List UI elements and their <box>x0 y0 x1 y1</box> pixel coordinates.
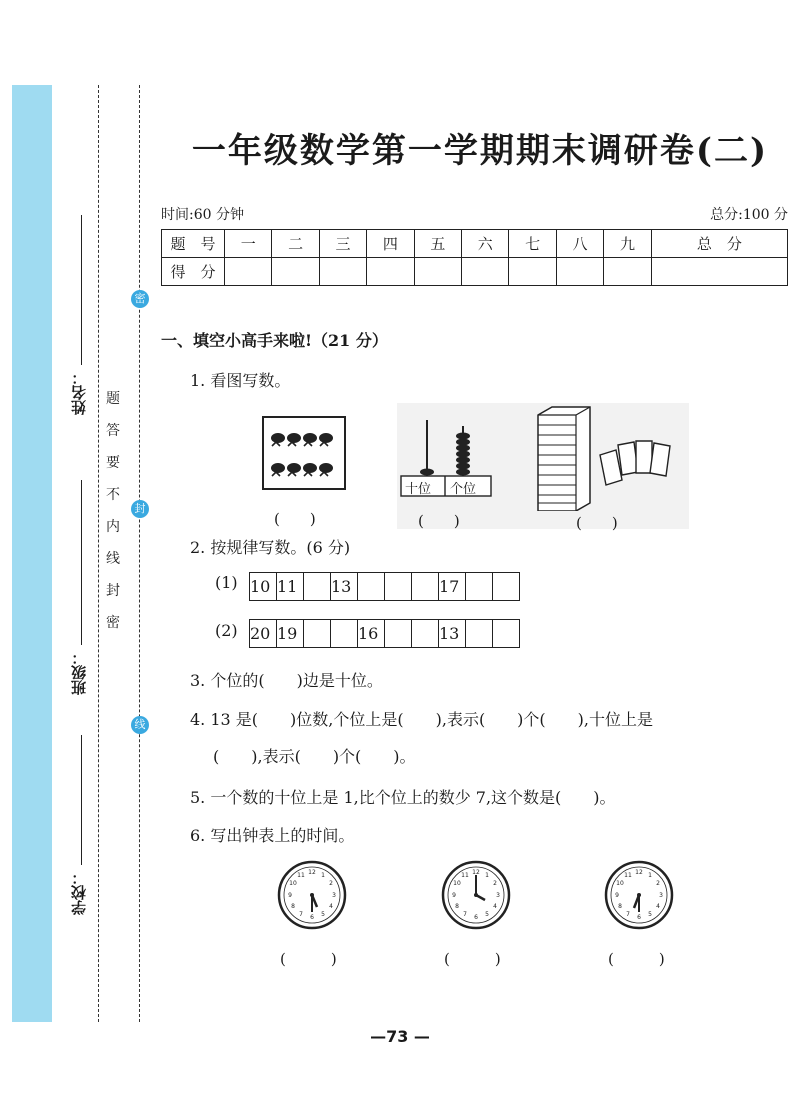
sequence-cell: 17 <box>439 573 466 600</box>
sequence-row-1 <box>249 572 520 601</box>
svg-text:11: 11 <box>461 872 469 879</box>
question-1: 1. 看图写数。 <box>190 371 291 390</box>
sequence-cell: 20 <box>250 620 277 647</box>
score-table <box>161 229 788 286</box>
score-table-score-row <box>162 258 788 286</box>
seal-char: 密 <box>106 615 120 631</box>
clock-icon <box>277 860 347 930</box>
svg-text:12: 12 <box>635 869 643 876</box>
answer-blank[interactable]: ( ) <box>418 512 460 530</box>
svg-text:1: 1 <box>485 872 489 879</box>
section-heading: 一、填空小高手来啦!（21 分） <box>161 331 388 350</box>
svg-text:6: 6 <box>310 914 314 921</box>
sequence-cell: 13 <box>331 573 358 600</box>
answer-blank[interactable]: ( ) <box>280 950 337 968</box>
svg-text:1: 1 <box>648 872 652 879</box>
score-cell: 六 <box>462 230 509 258</box>
sequence-cell[interactable] <box>304 620 331 647</box>
svg-text:7: 7 <box>626 911 630 918</box>
score-cell: 五 <box>414 230 461 258</box>
sequence-cell: 19 <box>277 620 304 647</box>
total-score-label: 总分:100 分 <box>710 207 788 223</box>
question-4: 4. 13 是( )位数,个位上是( ),表示( )个( ),十位上是 <box>190 710 653 729</box>
seal-char: 答 <box>106 423 120 439</box>
svg-text:12: 12 <box>472 869 480 876</box>
score-cell: 题 号 <box>162 230 225 258</box>
dashed-line-right <box>139 85 140 1022</box>
sequence-cell[interactable] <box>304 573 331 600</box>
seal-dot: 密 <box>131 290 149 308</box>
score-input-cell[interactable] <box>509 258 556 286</box>
svg-text:9: 9 <box>288 892 292 899</box>
sequence-cell[interactable] <box>385 620 412 647</box>
score-input-cell[interactable] <box>414 258 461 286</box>
svg-text:2: 2 <box>656 880 660 887</box>
clock-icon <box>604 860 674 930</box>
svg-text:3: 3 <box>332 892 336 899</box>
seal-dot: 封 <box>131 500 149 518</box>
school-line <box>81 735 82 865</box>
score-input-cell[interactable] <box>272 258 319 286</box>
score-cell: 总 分 <box>651 230 787 258</box>
sequence-cell[interactable] <box>385 573 412 600</box>
dashed-line-left <box>98 85 99 1022</box>
sequence-cell[interactable] <box>412 573 439 600</box>
sequence-cell[interactable] <box>493 573 519 600</box>
score-cell: 四 <box>367 230 414 258</box>
svg-text:8: 8 <box>291 903 295 910</box>
svg-text:10: 10 <box>289 880 297 887</box>
answer-blank[interactable]: ( ) <box>576 514 618 532</box>
sequence-label: (2) <box>215 621 238 640</box>
bundle-sticks-picture <box>536 405 686 511</box>
score-cell: 九 <box>604 230 651 258</box>
school-label: 学校： <box>70 870 88 915</box>
seal-char: 题 <box>106 391 120 407</box>
svg-text:6: 6 <box>637 914 641 921</box>
svg-text:10: 10 <box>616 880 624 887</box>
svg-text:5: 5 <box>485 911 489 918</box>
svg-text:5: 5 <box>648 911 652 918</box>
score-input-cell[interactable] <box>604 258 651 286</box>
name-line <box>81 215 82 365</box>
svg-text:4: 4 <box>329 903 333 910</box>
question-5: 5. 一个数的十位上是 1,比个位上的数少 7,这个数是( )。 <box>190 788 616 807</box>
sequence-cell[interactable] <box>466 573 493 600</box>
svg-text:1: 1 <box>321 872 325 879</box>
seal-char: 不 <box>106 487 120 503</box>
score-cell: 二 <box>272 230 319 258</box>
score-input-cell[interactable] <box>651 258 787 286</box>
svg-text:6: 6 <box>474 914 478 921</box>
answer-blank[interactable]: ( ) <box>274 510 316 528</box>
question-4-continued: ( ),表示( )个( )。 <box>213 747 416 766</box>
seal-dot: 线 <box>131 716 149 734</box>
svg-text:3: 3 <box>659 892 663 899</box>
question-6: 6. 写出钟表上的时间。 <box>190 826 355 845</box>
svg-text:2: 2 <box>493 880 497 887</box>
svg-text:9: 9 <box>615 892 619 899</box>
binding-strip <box>12 85 52 1022</box>
sequence-cell: 11 <box>277 573 304 600</box>
score-cell: 七 <box>509 230 556 258</box>
fish-picture <box>262 416 346 490</box>
score-row-label: 得 分 <box>162 258 225 286</box>
score-input-cell[interactable] <box>556 258 603 286</box>
score-input-cell[interactable] <box>462 258 509 286</box>
question-2: 2. 按规律写数。(6 分) <box>190 538 351 557</box>
svg-text:7: 7 <box>299 911 303 918</box>
answer-blank[interactable]: ( ) <box>444 950 501 968</box>
score-input-cell[interactable] <box>367 258 414 286</box>
abacus-ones-label: 个位 <box>450 482 477 497</box>
clock-icon <box>441 860 511 930</box>
svg-text:4: 4 <box>656 903 660 910</box>
score-cell: 八 <box>556 230 603 258</box>
sequence-cell[interactable] <box>412 620 439 647</box>
seal-char: 线 <box>106 551 120 567</box>
svg-text:8: 8 <box>455 903 459 910</box>
name-label: 姓名： <box>70 370 88 415</box>
score-table-header-row <box>162 230 788 258</box>
score-cell: 三 <box>319 230 366 258</box>
sequence-cell[interactable] <box>331 620 358 647</box>
score-cell: 一 <box>225 230 272 258</box>
sequence-row-2 <box>249 619 520 648</box>
svg-text:11: 11 <box>297 872 305 879</box>
svg-text:9: 9 <box>452 892 456 899</box>
svg-text:8: 8 <box>618 903 622 910</box>
seal-char: 封 <box>106 583 120 599</box>
sequence-cell: 13 <box>439 620 466 647</box>
class-line <box>81 480 82 645</box>
time-label: 时间:60 分钟 <box>161 207 244 223</box>
svg-text:2: 2 <box>329 880 333 887</box>
svg-text:3: 3 <box>496 892 500 899</box>
sequence-cell: 16 <box>358 620 385 647</box>
score-input-cell[interactable] <box>319 258 366 286</box>
sequence-cell[interactable] <box>358 573 385 600</box>
abacus-tens-label: 十位 <box>405 482 432 497</box>
answer-blank[interactable]: ( ) <box>608 950 665 968</box>
sequence-label: (1) <box>215 573 238 592</box>
page-number: —73 — <box>370 1027 430 1046</box>
svg-text:11: 11 <box>624 872 632 879</box>
svg-text:10: 10 <box>453 880 461 887</box>
class-label: 班级： <box>70 650 88 695</box>
page-title: 一年级数学第一学期期末调研卷(二) <box>191 131 769 171</box>
svg-text:4: 4 <box>493 903 497 910</box>
sequence-cell[interactable] <box>493 620 519 647</box>
seal-char: 要 <box>106 455 120 471</box>
seal-char: 内 <box>106 519 120 535</box>
svg-text:12: 12 <box>308 869 316 876</box>
score-input-cell[interactable] <box>225 258 272 286</box>
sequence-cell: 10 <box>250 573 277 600</box>
svg-text:7: 7 <box>463 911 467 918</box>
question-3: 3. 个位的( )边是十位。 <box>190 671 383 690</box>
svg-text:5: 5 <box>321 911 325 918</box>
sequence-cell[interactable] <box>466 620 493 647</box>
